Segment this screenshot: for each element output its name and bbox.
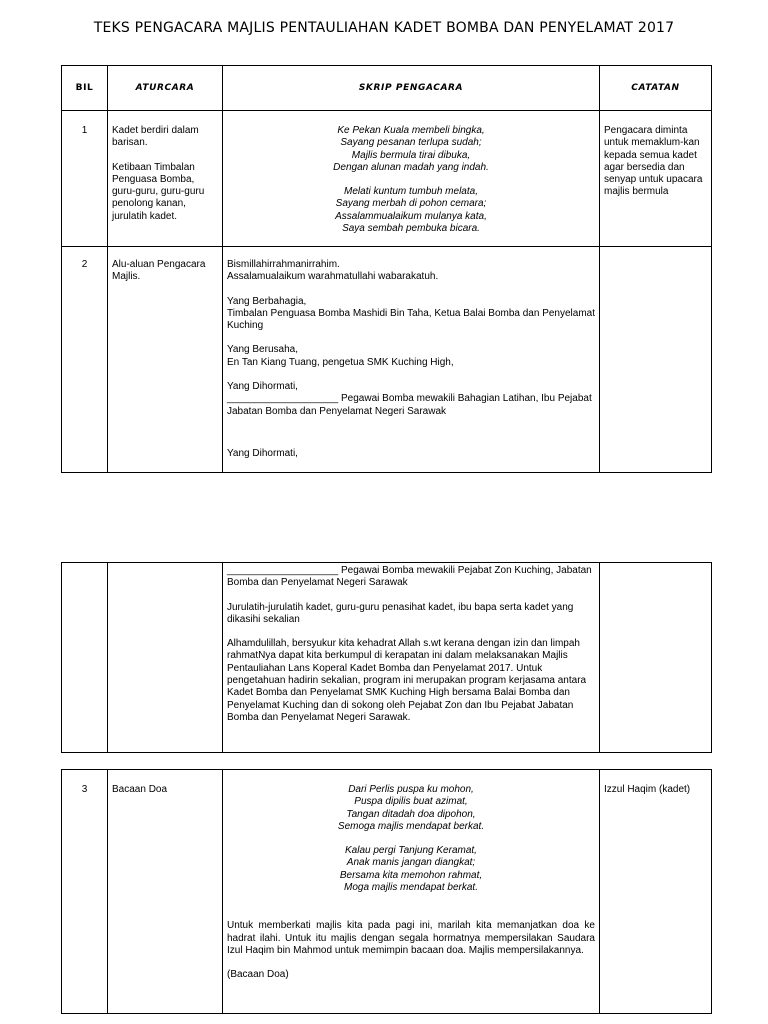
catatan-cell: [600, 563, 712, 753]
aturcara-cell: Bacaan Doa: [108, 770, 223, 1014]
header-bil: BIL: [62, 66, 108, 111]
script-line: Bismillahirrahmanirrahim.: [227, 259, 340, 270]
table-row: [62, 111, 712, 247]
script-text: Pegawai Bomba mewakili Bahagian Latihan, Ibu Pejabat Jabatan Bomba dan Penyelamat Negeri Sarawak: [227, 393, 592, 417]
pantun-line: Anak manis jangan diangkat;: [346, 857, 476, 869]
catatan-cell: [600, 247, 712, 473]
skrip-cell: [223, 770, 600, 1014]
pantun-line: Puspa dipilis buat azimat,: [354, 796, 468, 808]
script-line: Yang Berbahagia,: [227, 295, 307, 307]
script-line: Yang Dihormati,: [227, 447, 298, 459]
script-text: Pegawai Bomba mewakili Pejabat Zon Kuching, Jabatan Bomba dan Penyelamat Negeri Sarawak: [227, 565, 592, 589]
pantun-line: Assalammualaikum mulanya kata,: [335, 210, 487, 222]
table-row: [62, 247, 712, 473]
skrip-cell: [223, 247, 600, 473]
pantun-line: Sayang merbah di pohon cemara;: [335, 198, 487, 210]
aturcara-line: Kadet berdiri dalam barisan.: [112, 125, 199, 149]
pantun-line: Semoga majlis mendapat berkat.: [337, 820, 485, 832]
pantun-line: Tangan ditadah doa dipohon,: [346, 808, 476, 820]
program-table-2: [61, 562, 712, 753]
name-blank: ____________________: [227, 393, 339, 405]
bil-cell: 3: [62, 770, 108, 1014]
bil-cell: 2: [62, 247, 108, 473]
skrip-cell: [223, 563, 600, 753]
bil-cell: 1: [62, 111, 108, 247]
table-header-row: [62, 66, 712, 111]
aturcara-cell: [108, 563, 223, 753]
aturcara-cell: Alu-aluan Pengacara Majlis.: [108, 247, 223, 473]
table-row: [62, 563, 712, 753]
pantun-line: Dari Perlis puspa ku mohon,: [348, 784, 474, 795]
pantun-line: Sayang pesanan terlupa sudah;: [340, 137, 482, 149]
script-line: (Bacaan Doa): [227, 969, 289, 981]
header-catatan: CATATAN: [600, 66, 712, 111]
script-line: Assalamualaikum warahmatullahi wabarakatuh.: [227, 271, 439, 283]
aturcara-line: Ketibaan Timbalan Penguasa Bomba, guru-guru, guru-guru penolong kanan, jurulatih kadet.: [112, 161, 205, 222]
header-aturcara: ATURCARA: [108, 66, 223, 111]
pantun-line: Saya sembah pembuka bicara.: [342, 223, 480, 235]
name-blank: ____________________: [227, 565, 339, 576]
script-line: [227, 393, 595, 418]
script-line: Yang Berusaha,: [227, 344, 298, 356]
catatan-cell: Izzul Haqim (kadet): [600, 770, 712, 1014]
pantun-line: Moga majlis mendapat berkat.: [344, 882, 478, 894]
header-skrip: SKRIP PENGACARA: [223, 66, 600, 111]
pantun-line: Majlis bermula tirai dibuka,: [351, 149, 471, 161]
script-line: Yang Dihormati,: [227, 381, 298, 393]
pantun-line: Kalau pergi Tanjung Keramat,: [345, 845, 477, 857]
table-row: [62, 770, 712, 1014]
script-paragraph: Jurulatih-jurulatih kadet, guru-guru penasihat kadet, ibu bapa serta kadet yang dikasihi sekalian: [227, 601, 574, 625]
aturcara-cell: [108, 111, 223, 247]
script-line: [227, 565, 595, 590]
catatan-cell: Pengacara diminta untuk memaklum-kan kepada semua kadet agar bersedia dan senyap untuk upacara majlis bermula: [600, 111, 712, 247]
program-table-1: [61, 65, 712, 473]
pantun-line: Dengan alunan madah yang indah.: [333, 161, 489, 173]
script-line: En Tan Kiang Tuang, pengetua SMK Kuching High,: [227, 356, 454, 368]
pantun-line: Melati kuntum tumbuh melata,: [344, 186, 478, 198]
pantun-line: Ke Pekan Kuala membeli bingka,: [337, 125, 485, 136]
program-table-3: [61, 769, 712, 1014]
script-line: Timbalan Penguasa Bomba Mashidi Bin Taha, Ketua Balai Bomba dan Penyelamat Kuching: [227, 307, 596, 332]
skrip-cell: [223, 111, 600, 247]
document-title: TEKS PENGACARA MAJLIS PENTAULIAHAN KADET BOMBA DAN PENYELAMAT 2017: [93, 20, 675, 36]
bil-cell: [62, 563, 108, 753]
script-paragraph: Untuk memberkati majlis kita pada pagi ini, marilah kita memanjatkan doa ke hadrat ilahi. Untuk itu majlis dengan segala hormatnya mempersilakan Saudara Izul Haqim bin Mahmod untuk memimpin bacaan doa. Majlis mempersilakannya.: [227, 920, 595, 956]
script-paragraph: Alhamdulillah, bersyukur kita kehadrat Allah s.wt kerana dengan izin dan limpah rahmatNya dapat kita berkumpul di kerapatan ini dalam melaksanakan Majlis Pentauliahan Lans Koperal Kadet Bomba dan Penyelamat 2017. Untuk pengetahuan hadirin sekalian, program ini merupakan program kerjasama antara Kadet Bomba dan Penyelamat SMK Kuching High bersama Balai Bomba dan Penyelamat Kuching dan di sokong oleh Pejabat Zon dan Ibu Pejabat Jabatan Bomba dan Penyelamat Negeri Sarawak.: [227, 638, 587, 723]
pantun-line: Bersama kita memohon rahmat,: [339, 869, 483, 881]
